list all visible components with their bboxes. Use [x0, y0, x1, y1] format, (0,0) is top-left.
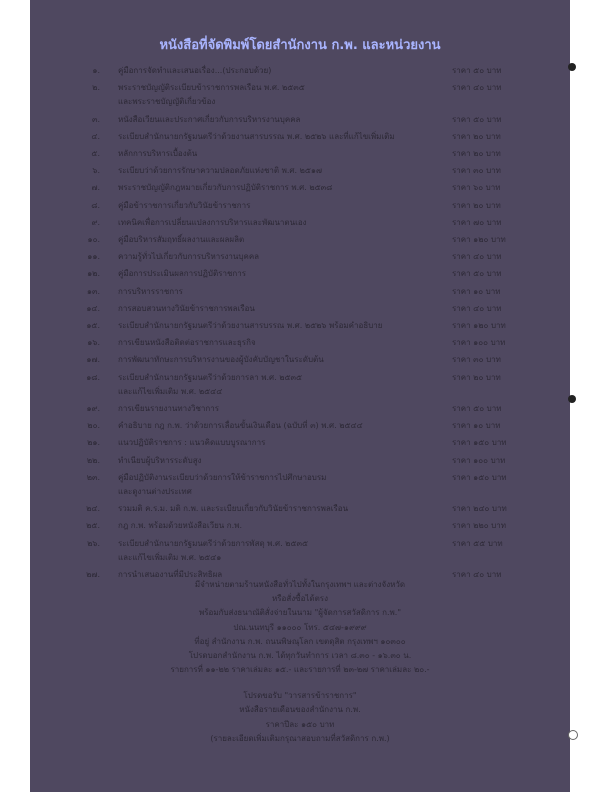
item-title: การเขียนรายงานทางวิชาการ — [118, 404, 220, 413]
item-number: ๑๓. — [86, 286, 100, 296]
item-price: ราคา ๑๐ บาท — [452, 421, 501, 431]
item-price: ราคา ๒๐ บาท — [452, 200, 501, 210]
item-title: การสอบสวนทางวินัยข้าราชการพลเรือน — [118, 303, 255, 313]
item-number: ๒๔. — [86, 504, 100, 514]
item-price: ราคา ๕๐ บาท — [452, 269, 502, 279]
item-title: คู่มือการประเมินผลการปฏิบัติราชการ — [118, 269, 247, 279]
item-price: ราคา ๓๐ บาท — [452, 166, 501, 176]
item-number: ๑๘. — [86, 372, 100, 382]
item-price: ราคา ๕๐ บาท — [452, 66, 502, 75]
item-title: ระเบียบสำนักนายกรัฐมนตรีว่าด้วยงานสารบรรณ พ.ศ. ๒๕๒๖ พร้อมคำอธิบาย — [118, 321, 383, 330]
item-price: ราคา ๑๐๐ บาท — [452, 338, 506, 348]
item-title: กฎ ก.พ. พร้อมด้วยหนังสือเวียน ก.พ. — [118, 521, 242, 531]
list-item — [0, 519, 612, 531]
item-title-cont-text: และพระราชบัญญัติเกี่ยวข้อง — [118, 97, 216, 107]
list-item — [0, 471, 612, 483]
item-number: ๑๑. — [87, 252, 100, 262]
footer-line: หนังสือรายเดือนของสำนักงาน ก.พ. — [239, 705, 361, 714]
item-title: ความรู้ทั่วไปเกี่ยวกับการบริหารงานบุคคล — [118, 252, 260, 262]
footer-line: หรือสั่งซื้อได้ตรง — [271, 594, 328, 603]
item-number: ๑๐. — [87, 235, 100, 244]
item-number: ๔. — [91, 131, 100, 141]
item-price: ราคา ๗๐ บาท — [452, 217, 502, 227]
footer-line: ราคาปีละ ๑๕๐ บาท — [265, 720, 335, 729]
item-number: ๓. — [91, 114, 100, 124]
item-number: ๒๓. — [86, 472, 100, 482]
list-item — [0, 64, 612, 76]
item-number: ๑๒. — [87, 269, 100, 279]
item-price: ราคา ๕๐ บาท — [452, 404, 502, 413]
list-item — [0, 353, 612, 365]
item-number: ๒๕. — [86, 521, 100, 531]
list-item — [0, 164, 612, 176]
list-item — [0, 402, 612, 414]
item-price: ราคา ๑๕๐ บาท — [452, 472, 507, 482]
list-item — [0, 216, 612, 228]
item-number: ๑. — [92, 66, 100, 75]
item-price: ราคา ๑๒๐ บาท — [452, 235, 506, 244]
item-title: คู่มือการจัดทำและเสนอเรื่อง...(ประกอบด้วย) — [118, 66, 272, 75]
item-title: ระเบียบสำนักนายกรัฐมนตรีว่าด้วยการพัสดุ พ.ศ. ๒๕๓๕ — [118, 538, 309, 548]
list-item — [0, 181, 612, 193]
item-price: ราคา ๑๒๐ บาท — [452, 321, 506, 330]
item-title: พระราชบัญญัติระเบียบข้าราชการพลเรือน พ.ศ. ๒๕๓๕ — [118, 83, 305, 93]
item-number: ๑๗. — [86, 355, 100, 365]
item-title: ระเบียบว่าด้วยการรักษาความปลอดภัยแห่งชาติ พ.ศ. ๒๕๑๗ — [118, 166, 323, 176]
item-number: ๒๑. — [87, 438, 100, 448]
item-title: การนำเสนองานที่มีประสิทธิผล — [118, 570, 223, 579]
item-title-continuation — [0, 95, 612, 107]
footer-line: มีจำหน่ายตามร้านหนังสือทั่วไปทั้งในกรุงเทพฯ และต่างจังหวัด — [194, 580, 406, 589]
item-number: ๖. — [92, 166, 100, 176]
footer-line: โปรดบอกสำนักงาน ก.พ. ได้ทุกวันทำการ เวลา ๘.๓๐ - ๑๖.๓๐ น. — [188, 651, 412, 660]
item-price: ราคา ๒๐ บาท — [452, 372, 501, 382]
item-number: ๑๕. — [86, 321, 100, 330]
list-item — [0, 130, 612, 142]
binder-hole-top — [568, 63, 576, 71]
item-number: ๑๙. — [86, 404, 100, 413]
item-title: หลักการบริหารเบื้องต้น — [118, 149, 198, 158]
item-title: เทคนิคเพื่อการเปลี่ยนแปลงการบริหารและพัฒนาตนเอง — [118, 217, 307, 227]
list-item — [0, 250, 612, 262]
item-title-continuation — [0, 551, 612, 563]
list-item — [0, 233, 612, 245]
item-price: ราคา ๑๕๐ บาท — [452, 438, 507, 448]
footer-line: โปรดขอรับ "วารสารข้าราชการ" — [243, 691, 357, 700]
item-number: ๘. — [91, 200, 100, 210]
footer-line: ปณ.นนทบุรี ๑๑๐๐๐ โทร. ๕๔๗-๑๙๙๙ — [233, 623, 367, 632]
item-title-cont-text: และแก้ไขเพิ่มเติม พ.ศ. ๒๕๔๑ — [118, 552, 222, 562]
item-number: ๒๒. — [86, 455, 100, 465]
list-item — [0, 319, 612, 331]
item-price: ราคา ๕๐ บาท — [452, 114, 502, 124]
item-title-continuation — [0, 385, 612, 397]
list-item — [0, 81, 612, 93]
item-price: ราคา ๒๐ บาท — [452, 149, 501, 158]
list-item — [0, 113, 612, 125]
item-title: หนังสือเวียนและประกาศเกี่ยวกับการบริหารงานบุคคล — [118, 114, 301, 124]
list-item — [0, 147, 612, 159]
list-item — [0, 336, 612, 348]
binder-hole-middle — [568, 395, 576, 403]
item-price: ราคา ๒๒๐ บาท — [452, 521, 506, 531]
item-number: ๕. — [91, 149, 100, 158]
binder-hole-bottom — [568, 730, 578, 740]
list-item — [0, 502, 612, 514]
item-number: ๗. — [91, 183, 100, 193]
list-item — [0, 371, 612, 383]
item-title: พระราชบัญญัติกฎหมายเกี่ยวกับการปฏิบัติราชการ พ.ศ. ๒๕๓๘ — [118, 183, 333, 193]
item-title: คู่มือข้าราชการเกี่ยวกับวินัยข้าราชการ — [118, 200, 251, 210]
item-number: ๒๗. — [86, 570, 100, 579]
footer-line: พร้อมกับส่งธนาณัติสั่งจ่ายในนาม "ผู้จัดการสวัสดิการ ก.พ." — [198, 608, 402, 617]
item-title: แนวปฏิบัติราชการ : แนวคิดแบบบูรณาการ — [118, 438, 266, 448]
item-title: การเขียนหนังสือติดต่อราชการและธุรกิจ — [118, 338, 256, 348]
item-price: ราคา ๒๔๐ บาท — [452, 504, 507, 514]
item-title: ระเบียบสำนักนายกรัฐมนตรีว่าด้วยงานสารบรรณ พ.ศ. ๒๕๒๖ และที่แก้ไขเพิ่มเติม — [118, 131, 395, 141]
item-title: การพัฒนาทักษะการบริหารงานของผู้บังคับบัญชาในระดับต้น — [118, 355, 324, 365]
item-price: ราคา ๖๐ บาท — [452, 183, 501, 193]
item-title: คู่มือปฏิบัติงานระเบียบว่าด้วยการให้ข้าราชการไปศึกษาอบรม — [118, 472, 327, 482]
list-item — [0, 537, 612, 549]
item-title: คู่มือบริหารสัมฤทธิ์ผลงานและผลผลิต — [118, 235, 245, 244]
item-price: ราคา ๑๐ บาท — [452, 286, 501, 296]
item-price: ราคา ๑๐๐ บาท — [452, 455, 506, 465]
item-title: คำอธิบาย กฎ ก.พ. ว่าด้วยการเลื่อนขั้นเงินเดือน (ฉบับที่ ๓) พ.ศ. ๒๕๔๔ — [118, 421, 363, 431]
list-item — [0, 285, 612, 297]
item-title: ทำเนียบผู้บริหารระดับสูง — [118, 455, 202, 465]
item-title-cont-text: และแก้ไขเพิ่มเติม พ.ศ. ๒๕๔๔ — [118, 386, 223, 396]
item-price: ราคา ๒๐ บาท — [452, 131, 501, 141]
item-price: ราคา ๔๐ บาท — [452, 252, 502, 262]
footer-line: รายการที่ ๑๑-๒๒ ราคาเล่มละ ๑๕.- และรายการที่ ๒๓-๒๗ ราคาเล่มละ ๒๐.- — [170, 665, 430, 674]
item-price: ราคา ๔๐ บาท — [452, 303, 502, 313]
item-title: รวมมติ ค.ร.ม. มติ ก.พ. และระเบียบเกี่ยวกับวินัยข้าราชการพลเรือน — [118, 504, 349, 514]
item-price: ราคา ๔๐ บาท — [452, 570, 502, 579]
item-number: ๒๖. — [87, 538, 100, 548]
list-item — [0, 199, 612, 211]
list-item — [0, 436, 612, 448]
footer-line: (รายละเอียดเพิ่มเติมกรุณาสอบถามที่สวัสดิการ ก.พ.) — [210, 734, 390, 743]
item-number: ๙. — [91, 217, 100, 227]
list-item — [0, 302, 612, 314]
item-number: ๒. — [92, 83, 100, 93]
item-number: ๒๐. — [87, 421, 100, 431]
list-item — [0, 419, 612, 431]
page-title: หนังสือที่จัดพิมพ์โดยสำนักงาน ก.พ. และหน่วยงาน — [159, 38, 441, 53]
item-price: ราคา ๔๐ บาท — [452, 83, 502, 93]
footer-line: ที่อยู่ สำนักงาน ก.พ. ถนนพิษณุโลก เขตดุสิต กรุงเทพฯ ๑๐๓๐๐ — [194, 637, 406, 646]
list-item — [0, 267, 612, 279]
item-title-continuation — [0, 485, 612, 497]
item-price: ราคา ๓๐ บาท — [452, 355, 501, 365]
item-number: ๑๔. — [86, 303, 100, 313]
item-title-cont-text: และดูงานต่างประเทศ — [118, 487, 192, 496]
list-item — [0, 454, 612, 466]
item-price: ราคา ๕๕ บาท — [452, 538, 503, 548]
item-title: ระเบียบสำนักนายกรัฐมนตรีว่าด้วยการลา พ.ศ. ๒๕๓๕ — [118, 372, 303, 382]
item-number: ๑๖. — [87, 338, 100, 348]
item-title: การบริหารราชการ — [118, 286, 183, 296]
